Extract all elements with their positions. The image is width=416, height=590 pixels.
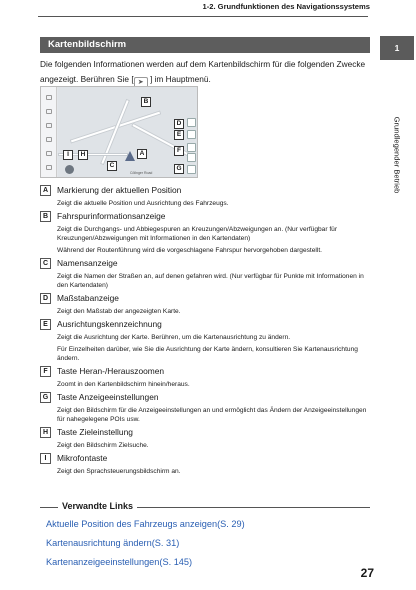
scale-button bbox=[187, 118, 196, 127]
related-links-title: Verwandte Links bbox=[58, 501, 137, 511]
legend-item bbox=[40, 257, 370, 290]
legend-list bbox=[40, 182, 370, 477]
item-description: Während der Routenführung wird die vorgeschlagene Fahrspur hervorgehoben dargestellt. bbox=[57, 247, 323, 254]
item-letter: G bbox=[40, 392, 51, 403]
callout-a: A bbox=[137, 149, 147, 159]
item-letter: D bbox=[40, 293, 51, 304]
item-title: Taste Anzeigeeinstellungen bbox=[57, 392, 159, 402]
chapter-label: Grundlegender Betrieb bbox=[392, 116, 402, 194]
page-number: 27 bbox=[360, 566, 374, 580]
header-title: 1-2. Grundfunktionen des Navigationssystems bbox=[202, 2, 370, 11]
item-description: Zeigt den Bildschirm für die Anzeigeeinstellungen an und ermöglicht das Ändern der Anzeigeeinstellungen für nahegelegene POIs usw. bbox=[57, 407, 367, 423]
item-title: Fahrspurinformationsanzeige bbox=[57, 211, 166, 221]
item-description: Zeigt den Maßstab der angezeigten Karte. bbox=[57, 308, 181, 315]
home-icon bbox=[46, 95, 52, 100]
item-description: Zeigt die Ausrichtung der Karte. Berühren, um die Kartenausrichtung zu ändern. bbox=[57, 334, 291, 341]
item-title: Taste Heran-/Herauszoomen bbox=[57, 366, 165, 376]
item-description: Zeigt die Durchgangs- und Abbiegespuren an Kreuzungen/Abzweigungen an. (Nur verfügbar für Kreuzungen/Abzweigungen mit Informationen in den Kartendaten) bbox=[57, 226, 338, 242]
zoom-in-button bbox=[187, 143, 196, 152]
item-description: Zeigt die Namen der Straßen an, auf denen gefahren wird. (Nur verfügbar für Punkte mit Informationen in den Kartendaten) bbox=[57, 273, 364, 289]
related-link-map-orientation[interactable]: Kartenausrichtung ändern(S. 31) bbox=[46, 538, 180, 548]
legend-item bbox=[40, 318, 370, 363]
legend-item bbox=[40, 184, 370, 208]
microphone-icon bbox=[65, 165, 74, 174]
callout-e: E bbox=[174, 130, 184, 140]
item-description: Zeigt die aktuelle Position und Ausrichtung des Fahrzeugs. bbox=[57, 200, 229, 207]
item-letter: B bbox=[40, 211, 51, 222]
section-title: Kartenbildschirm bbox=[40, 37, 370, 53]
road-name: Cöllnger Road bbox=[130, 171, 153, 175]
callout-i: I bbox=[63, 150, 73, 160]
item-title: Maßstabanzeige bbox=[57, 293, 119, 303]
item-description: Zeigt den Sprachsteuerungsbildschirm an. bbox=[57, 468, 181, 475]
header-divider bbox=[38, 16, 368, 17]
item-letter: A bbox=[40, 185, 51, 196]
callout-c: C bbox=[107, 161, 117, 171]
item-letter: C bbox=[40, 258, 51, 269]
item-title: Mikrofontaste bbox=[57, 453, 108, 463]
legend-item bbox=[40, 391, 370, 424]
chapter-tab: 1 bbox=[380, 36, 414, 60]
zoom-out-button bbox=[187, 153, 196, 162]
intro-part2: ] im Hauptmenü. bbox=[149, 74, 211, 84]
item-letter: H bbox=[40, 427, 51, 438]
map-screen-illustration bbox=[40, 86, 198, 178]
legend-item bbox=[40, 452, 370, 476]
apps-icon bbox=[46, 151, 52, 156]
callout-g: G bbox=[174, 164, 184, 174]
music-icon bbox=[46, 109, 52, 114]
legend-item bbox=[40, 292, 370, 316]
legend-item bbox=[40, 210, 370, 255]
related-links bbox=[46, 515, 366, 572]
item-title: Markierung der aktuellen Position bbox=[57, 185, 182, 195]
item-title: Taste Zieleinstellung bbox=[57, 427, 133, 437]
navigation-icon: ➤ bbox=[134, 77, 148, 88]
callout-h: H bbox=[78, 150, 88, 160]
intro-part1: Die folgenden Informationen werden auf dem Kartenbildschirm für die folgenden Zwecke angezeigt. Berühren Sie [ bbox=[40, 59, 366, 84]
car-icon bbox=[46, 137, 52, 142]
item-letter: F bbox=[40, 366, 51, 377]
item-letter: E bbox=[40, 319, 51, 330]
item-description: Zeigt den Bildschirm Zielsuche. bbox=[57, 442, 149, 449]
item-title: Namensanzeige bbox=[57, 258, 118, 268]
related-link-map-settings[interactable]: Kartenanzeigeeinstellungen(S. 145) bbox=[46, 557, 193, 567]
item-letter: I bbox=[40, 453, 51, 464]
legend-item bbox=[40, 365, 370, 389]
related-link-current-position[interactable]: Aktuelle Position des Fahrzeugs anzeigen(S. 29) bbox=[46, 519, 245, 529]
display-settings-button bbox=[187, 165, 196, 174]
callout-b: B bbox=[141, 97, 151, 107]
screen-sidebar bbox=[41, 87, 57, 177]
current-position-icon bbox=[125, 151, 135, 161]
compass-button bbox=[187, 130, 196, 139]
settings-icon bbox=[46, 165, 52, 170]
callout-f: F bbox=[174, 146, 184, 156]
legend-item bbox=[40, 426, 370, 450]
item-description: Zoomt in den Kartenbildschirm hinein/heraus. bbox=[57, 381, 190, 388]
callout-d: D bbox=[174, 119, 184, 129]
item-title: Ausrichtungskennzeichnung bbox=[57, 319, 162, 329]
intro-text bbox=[40, 57, 370, 88]
item-description: Für Einzelheiten darüber, wie Sie die Ausrichtung der Karte ändern, konsultieren Sie Kartenausrichtung ändern. bbox=[57, 346, 358, 362]
phone-icon bbox=[46, 123, 52, 128]
